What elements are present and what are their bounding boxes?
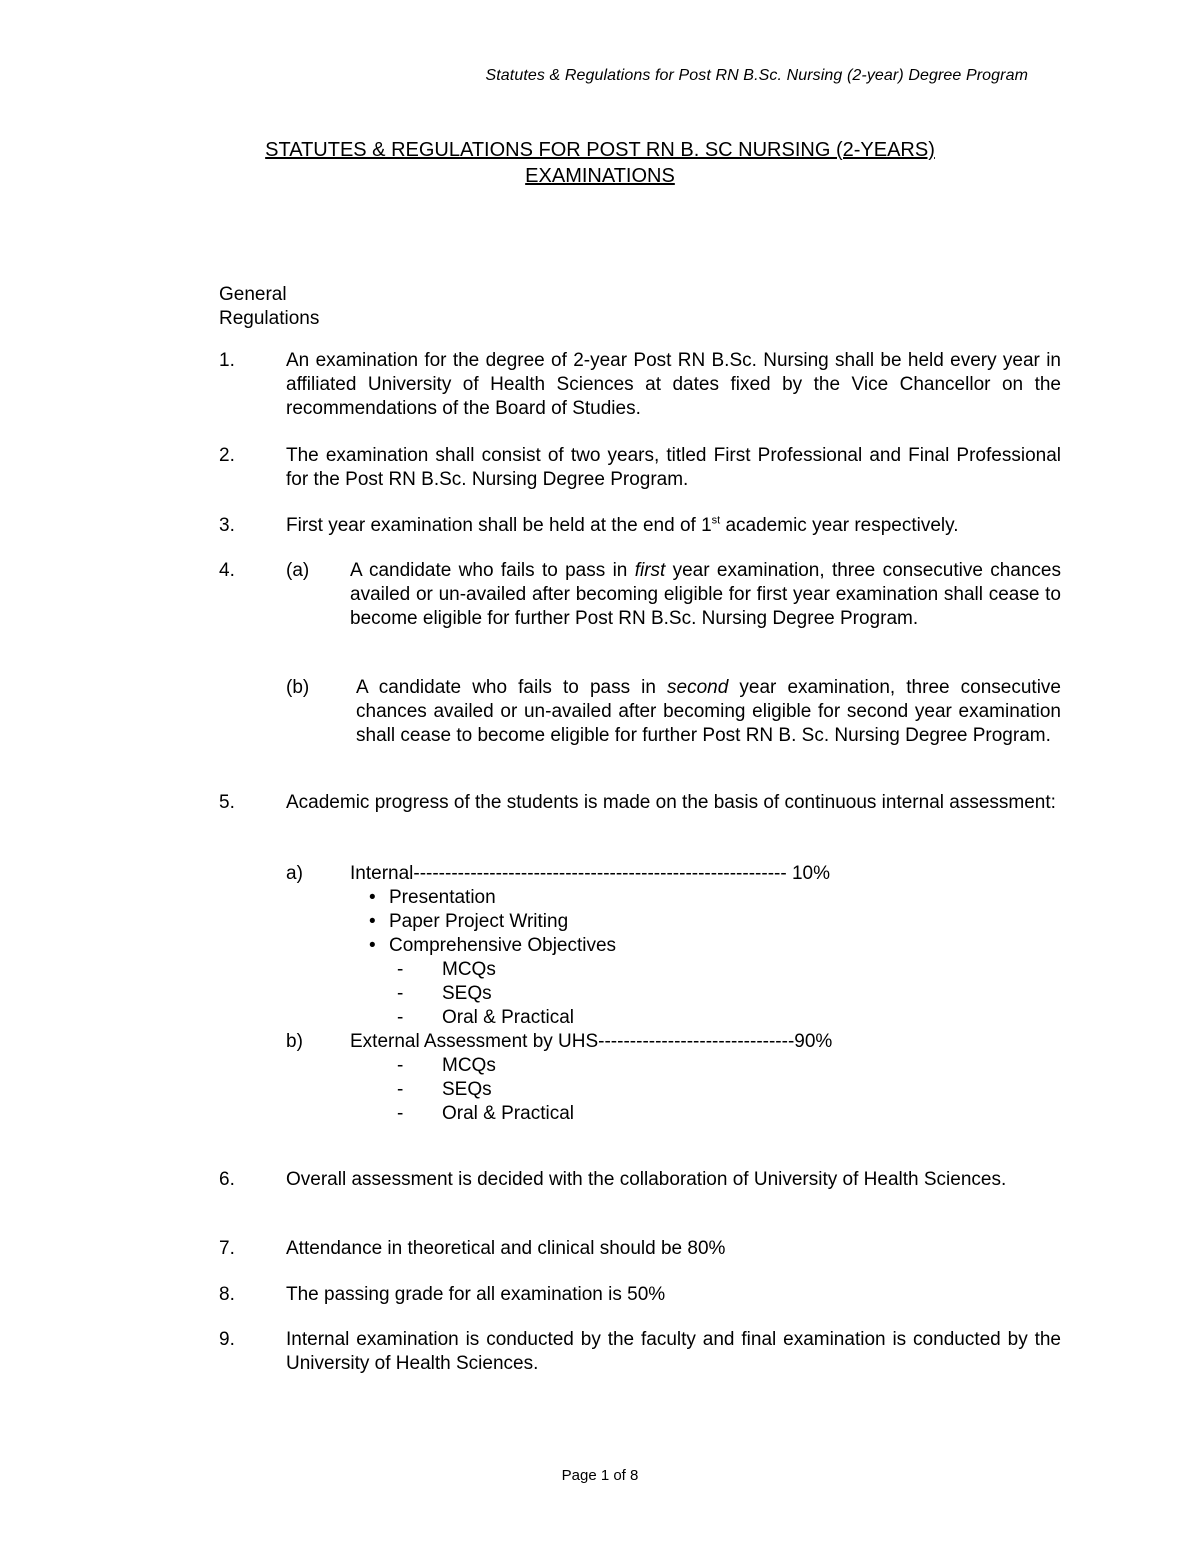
internal-assessment-components — [369, 886, 616, 958]
title-line-2: EXAMINATIONS — [525, 165, 675, 187]
item-number: 2. — [219, 445, 235, 466]
item-number: 9. — [219, 1329, 235, 1350]
list-item: • Presentation — [369, 886, 616, 910]
item-number: 4. — [219, 560, 235, 581]
item-number: 3. — [219, 515, 235, 536]
item-text-pre: First year examination shall be held at the end of 1 — [286, 515, 712, 536]
list-item: - Oral & Practical — [397, 1102, 574, 1126]
item-text: Attendance in theoretical and clinical should be 80% — [286, 1238, 726, 1259]
list-item: - MCQs — [397, 1054, 574, 1078]
item-text: The passing grade for all examination is 50% — [286, 1284, 666, 1305]
objective-types — [397, 958, 574, 1030]
list-item: - SEQs — [397, 1078, 574, 1102]
item-text: An examination for the degree of 2-year Post RN B.Sc. Nursing shall be held every year in affiliated University of Health Sciences at dates fixed by the Vice Chancellor on the recommendations of the Board of Studies. — [286, 350, 1061, 419]
external-assessment-components — [397, 1054, 574, 1126]
ordinal-suffix: st — [711, 514, 721, 527]
sub-item-text-b: A candidate who fails to pass in second year examination, three consecutive chances availed or un-availed after becoming eligible for second year examination shall cease to become eligible for further Post RN B. Sc. Nursing Degree Program. — [356, 677, 1062, 746]
item-number: 1. — [219, 350, 235, 371]
item-text: Academic progress of the students is made on the basis of continuous internal assessment: — [286, 792, 1056, 813]
list-item: - SEQs — [397, 982, 574, 1006]
sub-item-label-a: a) — [286, 863, 303, 884]
section-heading-line-1: General — [219, 284, 287, 305]
item-text-post: academic year respectively. — [720, 515, 959, 536]
list-item: - MCQs — [397, 958, 574, 982]
internal-assessment-line: Internal----------------------------------------------------------- 10% — [350, 863, 830, 884]
item-text: Internal examination is conducted by the faculty and final examination is conducted by the University of Health Sciences. — [286, 1329, 1061, 1374]
emphasis-second: second — [667, 677, 729, 698]
item-text — [286, 514, 1061, 538]
item-number: 7. — [219, 1238, 235, 1259]
document-title — [0, 137, 1200, 189]
section-heading — [219, 283, 419, 331]
running-header: Statutes & Regulations for Post RN B.Sc. Nursing (2-year) Degree Program — [485, 67, 1028, 84]
item-number: 8. — [219, 1284, 235, 1305]
item-text: The examination shall consist of two years, titled First Professional and Final Professional for the Post RN B.Sc. Nursing Degree Program. — [286, 445, 1061, 490]
item-number: 5. — [219, 792, 235, 813]
external-assessment-line: External Assessment by UHS-------------------------------90% — [350, 1031, 833, 1052]
sub-item-label-b: b) — [286, 1031, 303, 1052]
item-number: 6. — [219, 1169, 235, 1190]
title-line-1: STATUTES & REGULATIONS FOR POST RN B. SC NURSING (2-YEARS) — [265, 139, 935, 161]
sub-item-label-b: (b) — [286, 677, 310, 698]
emphasis-first: first — [634, 560, 666, 581]
list-item: - Oral & Practical — [397, 1006, 574, 1030]
list-item: • Comprehensive Objectives — [369, 934, 616, 958]
page-number: Page 1 of 8 — [561, 1467, 639, 1484]
list-item: • Paper Project Writing — [369, 910, 616, 934]
section-heading-line-2: Regulations — [219, 308, 320, 329]
item-text: Overall assessment is decided with the collaboration of University of Health Sciences. — [286, 1169, 1007, 1190]
sub-item-text-a: A candidate who fails to pass in first year examination, three consecutive chances availed or un-availed after becoming eligible for first year examination shall cease to become eligible for further Post RN B.Sc. Nursing Degree Program. — [350, 560, 1061, 629]
sub-item-label-a: (a) — [286, 560, 310, 581]
